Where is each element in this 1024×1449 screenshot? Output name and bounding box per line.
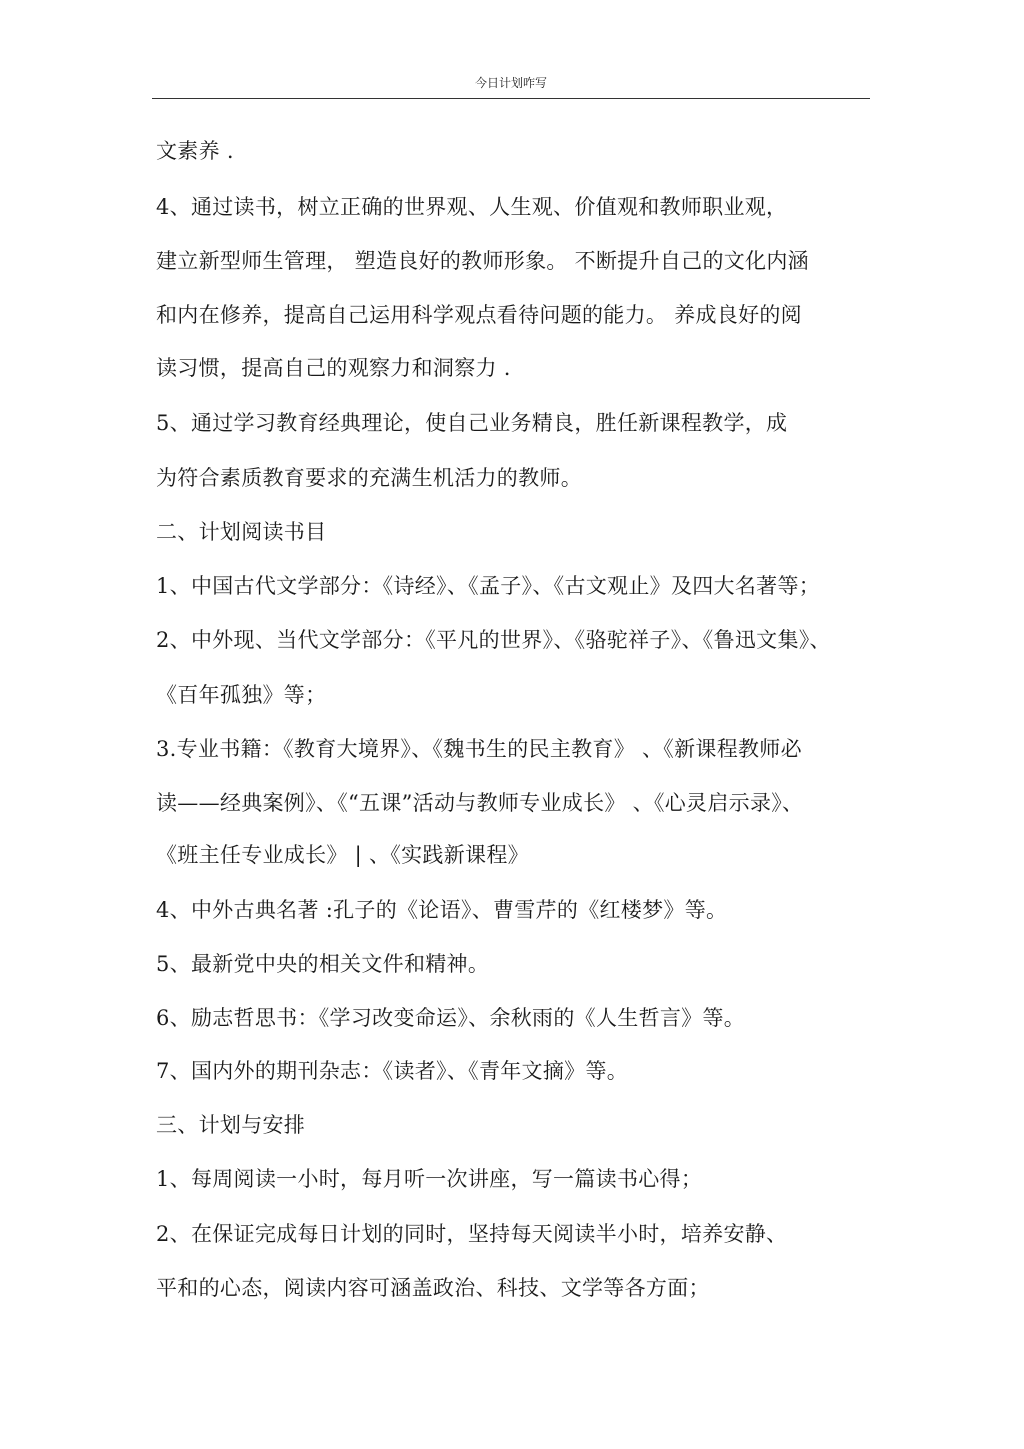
page-header-title: 今日计划咋写 bbox=[474, 76, 547, 90]
text-line: 1、中国古代文学部分：《诗经》、《孟子》、《古文观止》及四大名著等； bbox=[156, 574, 821, 598]
text-line: 6、励志哲思书：《学习改变命运》、余秋雨的《人生哲言》等。 bbox=[156, 1006, 746, 1030]
text-line: 《百年孤独》等； bbox=[156, 683, 327, 707]
text-line: 2、中外现、当代文学部分：《平凡的世界》、《骆驼祥子》、《鲁迅文集》、 bbox=[156, 628, 831, 652]
text-line: 7、国内外的期刊杂志：《读者》、《青年文摘》等。 bbox=[156, 1059, 629, 1083]
text-line: 和内在修养，提高自己运用科学观点看待问题的能力。 养成良好的阅 bbox=[156, 303, 802, 327]
text-line: 5、通过学习教育经典理论，使自己业务精良，胜任新课程教学，成 bbox=[156, 411, 788, 435]
text-line: 3.专业书籍：《教育大境界》、《魏书生的民主教育》 、《新课程教师必 bbox=[156, 737, 802, 761]
text-line: 《班主任专业成长》 | 、《实践新课程》 bbox=[156, 843, 529, 867]
section-heading: 三、计划与安排 bbox=[156, 1113, 306, 1137]
text-line: 4、中外古典名著 :孔子的《论语》、曹雪芹的《红楼梦》等。 bbox=[156, 898, 728, 922]
text-line: 为符合素质教育要求的充满生机活力的教师。 bbox=[156, 466, 582, 490]
text-line: 1、每周阅读一小时，每月听一次讲座，写一篇读书心得； bbox=[156, 1167, 703, 1191]
text-line: 4、通过读书，树立正确的世界观、人生观、价值观和教师职业观， bbox=[156, 195, 788, 219]
text-line: 读——经典案例》、《“五课”活动与教师专业成长》 、《心灵启示录》、 bbox=[156, 791, 804, 815]
text-line: 建立新型师生管理， 塑造良好的教师形象。 不断提升自己的文化内涵 bbox=[156, 249, 809, 273]
text-line: 文素养 . bbox=[156, 139, 234, 163]
section-heading: 二、计划阅读书目 bbox=[156, 520, 327, 544]
text-line: 5、最新党中央的相关文件和精神。 bbox=[156, 952, 490, 976]
text-line: 2、在保证完成每日计划的同时，坚持每天阅读半小时，培养安静、 bbox=[156, 1222, 788, 1246]
header-divider bbox=[152, 98, 870, 99]
text-line: 读习惯，提高自己的观察力和洞察力 . bbox=[156, 356, 511, 380]
text-line: 平和的心态，阅读内容可涵盖政治、科技、文学等各方面； bbox=[156, 1276, 710, 1300]
